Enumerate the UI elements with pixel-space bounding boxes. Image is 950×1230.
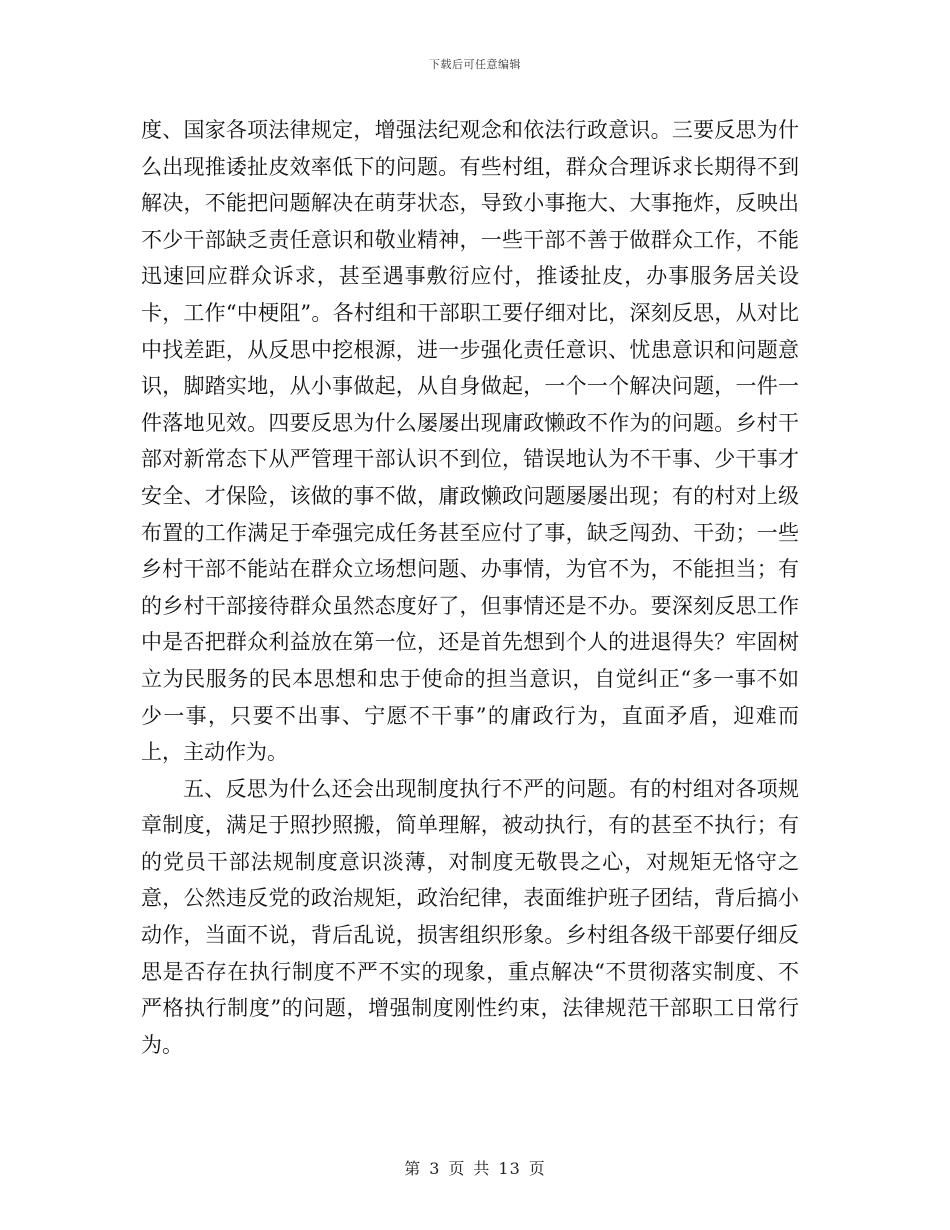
footer-prefix: 第 xyxy=(404,1159,422,1178)
footer-suffix: 页 xyxy=(528,1159,546,1178)
paragraph-continued: 度、国家各项法律规定，增强法纪观念和依法行政意识。三要反思为什么出现推诿扯皮效率低下的问题。有些村组，群众合理诉求长期得不到解决，不能把问题解决在萌芽状态，导致小事拖大、大事拖炸，反映出不少干部缺乏责任意识和敬业精神，一些干部不善于做群众工作，不能迅速回应群众诉求，甚至遇事敷衍应付，推诿扯皮，办事服务居关设卡，工作“中梗阻”。各村组和干部职工要仔细对比，深刻反思，从对比中找差距，从反思中挖根源，进一步强化责任意识、忧患意识和问题意识，脚踏实地，从小事做起，从自身做起，一个一个解决问题，一件一件落地见效。四要反思为什么屡屡出现庸政懒政不作为的问题。乡村干部对新常态下从严管理干部认识不到位，错误地认为不干事、少干事才安全、才保险，该做的事不做，庸政懒政问题屡屡出现；有的村对上级布置的工作满足于牵强完成任务甚至应付了事，缺乏闯劲、干劲；一些乡村干部不能站在群众立场想问题、办事情，为官不为，不能担当；有的乡村干部接待群众虽然态度好了，但事情还是不办。要深刻反思工作中是否把群众利益放在第一位，还是首先想到个人的进退得失？牢固树立为民服务的民本思想和忠于使命的担当意识，自觉纠正“多一事不如少一事，只要不出事、宁愿不干事”的庸政行为，直面矛盾，迎难而上，主动作为。 xyxy=(141,118,799,765)
page-header: 下载后可任意编辑 xyxy=(429,58,521,71)
footer-current-page: 3 xyxy=(429,1159,441,1178)
document-body xyxy=(141,112,799,1063)
footer-page-word: 页 xyxy=(448,1159,466,1178)
page-footer xyxy=(0,1156,950,1179)
footer-total-word: 共 xyxy=(473,1159,491,1178)
footer-total-pages: 13 xyxy=(498,1159,521,1178)
paragraph-section-five: 五、反思为什么还会出现制度执行不严的问题。有的村组对各项规章制度，满足于照抄照搬，简单理解，被动执行，有的甚至不执行；有的党员干部法规制度意识淡薄，对制度无敬畏之心，对规矩无恪守之意，公然违反党的政治规矩，政治纪律，表面维护班子团结，背后搞小动作，当面不说，背后乱说，损害组织形象。乡村组各级干部要仔细反思是否存在执行制度不严不实的现象，重点解决“不贯彻落实制度、不严格执行制度”的问题，增强制度刚性约束，法律规范干部职工日常行为。 xyxy=(141,776,799,1057)
